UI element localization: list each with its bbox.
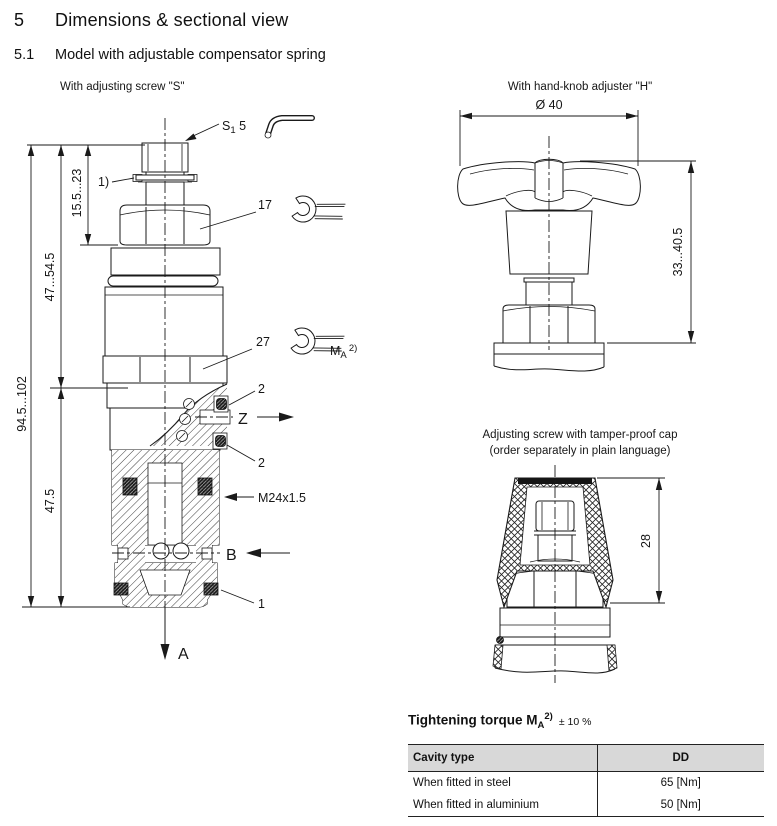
subsection-heading bbox=[14, 47, 326, 63]
section-number: 5 bbox=[14, 10, 25, 30]
hex-key-size-label: $S_1$ 5 bbox=[222, 119, 247, 136]
port-b-label: B bbox=[226, 547, 237, 564]
thread-size-label: M24x1.5 bbox=[258, 491, 306, 505]
retaining-ring bbox=[108, 276, 218, 286]
washer-note-label: 1) bbox=[98, 175, 110, 189]
tightening-torque-ref-label: $M_A$ $^{2)}$ bbox=[330, 343, 358, 361]
torque-title-sup: 2) bbox=[544, 711, 553, 722]
dim-total-height: 94.5...102 bbox=[15, 376, 29, 432]
set-screw bbox=[497, 637, 504, 644]
section-heading bbox=[14, 10, 289, 31]
torque-title-sub: A bbox=[537, 720, 545, 732]
seal-ring-label: 1 bbox=[258, 597, 265, 611]
o-ring-lower bbox=[216, 436, 226, 447]
figure-hand-knob-drawing bbox=[430, 78, 777, 378]
column-header-dd: DD bbox=[597, 745, 764, 772]
figure-title-tamper-cap: Adjusting screw with tamper-proof cap bbox=[482, 429, 678, 441]
figure-adjusting-screw-drawing bbox=[0, 78, 420, 690]
torque-title-text: Tightening torque M bbox=[408, 712, 538, 728]
torque-steel: 65 [Nm] bbox=[660, 777, 701, 789]
detail-z-label: Z bbox=[238, 411, 248, 428]
subsection-title: Model with adjustable compensator spring bbox=[55, 47, 326, 63]
subsection-number: 5.1 bbox=[14, 47, 35, 63]
wrench-size-17-label: 17 bbox=[258, 198, 272, 212]
figure-title-hand-knob: With hand-knob adjuster "H" bbox=[507, 81, 653, 93]
cavity-type-aluminium: When fitted in aluminium bbox=[408, 794, 597, 817]
table-row bbox=[408, 794, 764, 817]
port-b-arrow-icon bbox=[246, 549, 261, 558]
dim-knob-diameter: Ø 40 bbox=[535, 98, 563, 112]
port-a-arrow-icon bbox=[161, 644, 170, 660]
dim-screw-height: 15.5...23 bbox=[70, 168, 84, 218]
o-ring-lower-label: 2 bbox=[258, 456, 265, 470]
detail-z-arrow-icon bbox=[279, 413, 294, 422]
spring-housing bbox=[105, 287, 223, 356]
break-line bbox=[494, 366, 604, 371]
dim-upper-height: 47...54.5 bbox=[43, 252, 57, 302]
table-row bbox=[408, 772, 764, 795]
seal-pocket-right bbox=[198, 478, 212, 495]
open-end-wrench-icon-17 bbox=[291, 194, 346, 230]
seal-ring-left bbox=[114, 583, 128, 595]
cavity-type-steel: When fitted in steel bbox=[408, 772, 597, 795]
o-ring-upper-label: 2 bbox=[258, 382, 265, 396]
table-header-row bbox=[408, 745, 764, 772]
figure-subtitle-tamper-cap: (order separately in plain language) bbox=[489, 445, 671, 457]
figure-title-adjusting-screw: With adjusting screw "S" bbox=[60, 81, 185, 93]
torque-aluminium: 50 [Nm] bbox=[660, 799, 701, 811]
o-ring-upper bbox=[217, 399, 227, 410]
dim-cap-height: 28 bbox=[639, 534, 653, 548]
torque-table-title bbox=[408, 711, 591, 731]
seal-ring-right bbox=[204, 583, 218, 595]
tightening-torque-table bbox=[408, 744, 764, 817]
section-title: Dimensions & sectional view bbox=[55, 10, 289, 30]
torque-tolerance: ± 10 % bbox=[558, 715, 592, 728]
cross-hole-left bbox=[153, 543, 169, 559]
port-a-label: A bbox=[178, 646, 189, 663]
figure-tamper-cap-drawing bbox=[430, 425, 777, 690]
cross-hole-right bbox=[173, 543, 189, 559]
thread-arrow-icon bbox=[224, 493, 237, 501]
hex-key-icon bbox=[265, 118, 312, 138]
column-header-cavity-type: Cavity type bbox=[408, 745, 597, 772]
seal-pocket-left bbox=[123, 478, 137, 495]
dim-lower-height: 47.5 bbox=[43, 488, 57, 514]
wrench-size-27-label: 27 bbox=[256, 335, 270, 349]
dim-knob-height: 33...40.5 bbox=[671, 227, 685, 277]
